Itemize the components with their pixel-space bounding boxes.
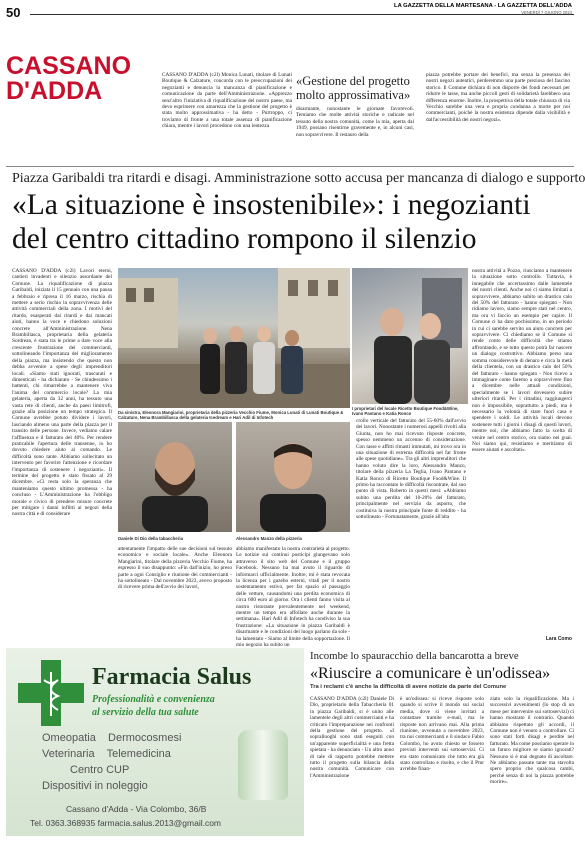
main-article-col2b: abbiamo manifestato la nostra contrarietà al progetto. Le notizie sui continui posticipi giungevano solo attraverso il sito web del Comune e il gruppo Facebook. Nessuno ha mai avuto il riguardo di informarci ufficialmente. Inoltre, mi è stata revocata la licenza per i gazebo esterni, vitali per il nostro sostentamento estivo, per far spazio al passaggio delle vetture, causandomi una perdita economica di circa 600 euro al giorno. Ora i clienti fanno visita al nostro ristorante prevalentemente nel weekend, mentre un tempo era affollato anche durante la settimana». Hari Adil di Infotech ha condiviso la sua frustrazione: «La situazione in piazza Garibaldi è disarmante e le condizioni del luogo parlano da sole - ha lamentato - Siamo al limite della sopportazione. Il mio negozio ha subito un — [236, 546, 350, 649]
pharmacy-ad — [6, 648, 304, 836]
ad-address: Cassano d'Adda - Via Colombo, 36/B — [66, 804, 207, 814]
section-title — [6, 54, 131, 104]
main-article-col1: CASSANO D'ADDA (c2l) Lavori eterni, cantieri invadenti e silenzio assordante del Comune. La riqualificazione di piazza Garibaldi, iniziata il 15 gennaio con una pausa a febbraio e ripresa il 16 marzo, rischia di mettere a serio rischio la sopravvivenza delle attività commerciali della zona. I motivi del ritardo, esasperati dai ritardi e dai mancati aiuti, hanno la voce e chiedono soluzioni concrete all'Amministrazione. Nena Brambillasca, proprietaria della gelateria Sordrean, è stata tra le prime a dare voce alla crescente frustrazione dei commercianti, sottolineando l'importanza del miglioramento della piazza, ma insistendo che questo non debba avvenire a spese degli imprenditori locali. «Siamo stati ignorati, trascurati e dimenticati - ha dichiarato - Se chiudessimo i battenti, chi rimarrebbe a mantenere viva l'anima del commercio locale? La mia gelateria, aperta da 32 anni, ha tessuto una vasta rete di clienti, anche da paesi limitrofi, grazie alla posizione un tempo strategica. Il Comune avrebbe potuto dividere i lavori, lasciando almeno una parte della piazza per il transito delle persone. Invece, vediamo calare l'affluenza e il fatturato del 40%. Per rendere praticabile l'apertura delle transenne, io ho dovuto chiedere aiuto al comando. Le difficoltà sono tante. Abbiamo sollecitato un intervento per favorire l'attenzione e ricordare l'importanza di sostenere i negozianti». Il termine del progetto è stato fissato al 29 dicembre. «Ci resta solo la speranza che manteniamo questo ultimo promessa - ha concluso - L'Amministrazione ha l'obbligo morale e civico di prendere misure concrete per mitigare i danni inflitti ai negozi della nostra città e di considerare — [12, 268, 112, 518]
bottom-deck: Tra i reclami c'è anche la difficoltà di avere notizie da parte del Comune — [310, 684, 507, 690]
masthead: LA GAZZETTA DELLA MARTESANA - LA GAZZETTA DELL'ADDA — [394, 3, 572, 9]
side-photo — [352, 268, 468, 404]
bottom-article-col3: ziato solo la riqualificazione. Ma i successivi avvenimenti (lo stop di un mese per intervenire sui sottoservizi) ci hanno mostrato il contrario. Quando abbiamo rispettato gli accordi, il Comune non è venuto a controllare. Ci sono stati forti disagi e perdite nel fatturato. Ma come possiamo sperare in un futuro migliore se siamo ignorati? Nessuno si è mai degnato di ascoltare. Ne abbiamo passate tante ma stavolta spero proprio che qualcosa cambi, perché senza di noi la piazza potrebbe morire». — [490, 696, 574, 786]
group-photo — [118, 268, 350, 408]
service-item: Centro CUP — [70, 764, 130, 776]
top-article-quote-title: «Gestione del progetto molto approssimativa» — [296, 74, 411, 102]
side-photo-caption: I proprietari del locale Ricetto Boutique Food&Wine, Ivano Pantano e Katia Ronco — [352, 406, 459, 417]
portrait-daniele — [118, 422, 232, 532]
service-item: Omeopatia — [42, 732, 96, 744]
ad-bottle — [238, 730, 288, 800]
ad-tagline-2: al servizio della tua salute — [92, 707, 199, 718]
service-item: Telemedicina — [106, 748, 171, 760]
section-title-line2: D'ADDA — [6, 77, 103, 105]
page-number: 50 — [6, 5, 21, 20]
ad-tagline-1: Professionalità e convenienza — [92, 694, 215, 705]
caption-alessandro: Alessandro Manzo della pizzeria — [236, 536, 302, 541]
pharmacy-cross-icon — [16, 658, 86, 728]
issue-date: VENERDÌ 7 GIUGNO 2024 — [521, 10, 572, 15]
main-article-col5: nostra attività a Pozzo, riusciamo a mantenere la situazione sotto controllo. Tuttavia, è innegabile che accertassimo dalle lamentele dei nostri clienti. Anche noi ci siamo limitati a sopravvivere, abbiamo subito un drastico calo del 50% del fatturato - hanno spiegato - Non ridiamo lavoro, siamo sempre stati nel centro, ma ora vi faccio un esempio per capire. Il Comune ci ha dato pochissimo, in un periodo in cui ci sarebbe servito un aiuto concreto per sopravvivere. Ci chiediamo se il Comune si rende conto delle difficoltà che stiamo affrontando, e se tutto questo potrà far nascere un dialogo costruttivo. Abbiamo perso una somma considerevole di denaro e circa la metà della clientela, con un drastico calo del 50% del fatturato - hanno spiegato - Non ricevo a immaginare come faremo a sopravvivere fino a dicembre nelle attuali condizioni, specialmente se i lavori dovessero subire ulteriori ritardi. Per i cittadini, raggiungerci non è impossibile, soprattutto a piedi, ma è necessario la volontà di stare fuori casa e spendere i soldi. Le attività locali devono sostenere tutti i giorni i disagi di questi lavori, mentre noi, che abbiamo fatto la scelta di venire nel centro storico, ora siamo nei guai. Noi siamo qui, resistiamo e meritiamo di essere aiutati e ascoltati». — [472, 268, 572, 454]
bottom-kicker: Incombe lo spauracchio della bancarotta a breve — [310, 650, 519, 662]
top-article-col1: CASSANO D'ADDA (c2l) Monica Lunati, titolare di Lunati Boutique & Calzature, concorda con le preoccupazioni dei negozianti e denuncia la mancanza di pianificazione e comunicazione da parte dell'Amministrazione. «Apprezzo senz'altro l'iniziativa di riqualificazione del nostro paese, ma devo esprimere con amarezza che la gestione del progetto è stata molto approssimativa - ha detto - Purtroppo, ci troviamo di fronte a una totale assenza di pianificazione chiara, mentre i lavori procedono con una lentezza — [162, 72, 292, 130]
top-article-col2: disarmante, nonostante le giornate favorevoli. Temiamo che molte attività storiche e radicate nel tessuto della nostra comunità, come la mia, aperta dal 1949, possano risentirne gravemente e, in alcuni casi, non sopravvivere. Il restauro della — [296, 106, 414, 138]
service-item: Dermocosmesi — [108, 732, 182, 744]
service-item: Dispositivi in noleggio — [42, 780, 148, 792]
section-title-line1: CASSANO — [6, 52, 132, 80]
main-article-col4: crollo verticale del fatturato del 55-60% dall'avvio dei lavori. Nonostante i numerosi appelli rivolti alla Giunta, non ho mai ricevuto risposte concrete, spesso nemmeno un accenno di considerazione. Con tasse e affitti rimasti immutati, mi trovo ora in una situazione di estrema difficoltà nel far fronte alle spese quotidiane». Tra gli altri imprenditori che hanno voluto dire la loro, Alessandro Manzo, titolare della pizzeria La Teglia, Ivano Pantano e Katia Ronco di Ricetto Boutique Food&Wine. Il primo ha raccontato le difficoltà riscontrate, dal suo punto di vista. Roberto in questi mesi: «Abbiamo subito una perdita del 10-20% del fatturato, principalmente nel servizio da asporto, che costituiva la nostra principale fonte di reddito - ha sottolineato - Fortunatamente, grazie all'alta — [356, 418, 466, 521]
ad-services — [42, 730, 242, 794]
main-article-col2: attentamente l'impatto delle sue decisioni sul tessuto economico e sociale locale». Anche Eleonora Mangiarini, titolare della pizzeria Vecchio Fiume, ha espresso il suo disappunto: «Fin dall'inizio, ho preso parte a ogni Consiglio e riunione dei commercianti - ha sottolineato - Dal novembre 2023, avevo proposto di ricevere prima dell'avvio dei lavori, — [118, 546, 232, 591]
bottom-article-col2: è un'odissea: si riceve risposte solo quando si scrive il mondo sui social media, dove si viene invitati a contattare tramite e-mail, ma le risposte non arrivano mai. Alla prima riunione, avvenuta a novembre 2023, tra noi commercianti e il sindaco Fabio Colombo, ho avuto chiesto se fossero previsti interventi sui sottoservizi. Ci era stato comunicato che tutto era già stato controllato e risolto, e che il Pmr avrebbe finan- — [400, 696, 484, 773]
service-item: Veterinaria — [42, 748, 95, 760]
ad-name: Farmacia Salus — [92, 664, 252, 690]
ad-contacts: Tel. 0363.368935 farmacia.salus.2013@gmail.com — [30, 818, 222, 828]
group-photo-caption: Da sinistra, Eleonora Mangiarini, proprietaria della pizzeria Vecchio Fiume, Monica Lunati di Lunati Boutique & Calzature, Nena Brambillasca della gelateria Icedream e Hari Adil di Infotech — [118, 410, 344, 421]
caption-daniele: Daniele Di Dio della tabaccheria — [118, 536, 183, 541]
main-kicker: Piazza Garibaldi tra ritardi e disagi. Amministrazione sotto accusa per mancanza di dialogo e supporto — [12, 171, 585, 186]
main-headline: «La situazione è insostenibile»: i negozianti del centro cittadino rompono il silenzio — [12, 189, 531, 255]
portrait-alessandro — [236, 422, 350, 532]
bottom-article-col1: CASSANO D'ADDA (c2l) Daniele Di Dio, proprietario della Tabaccheria 01 in piazza Garibaldi, si è unito alle lamentele degli altri commercianti e ha criticato l'impreparazione nei confronti della gestione del progetto. «I sopralluoghi sono stati eseguiti con un'apparente superficialità e una fretta spietata - ha denunciato - Un altro anno di tale di rapporto potrebbe mettere tutto il progetto sulla bilancia della nostra comunità. Comunicare con l'Amministrazione — [310, 696, 394, 779]
byline: Lara Como — [545, 636, 572, 642]
top-article-col3: piazza potrebbe portare dei benefici, ma senza la presenza dei nostri negozi autentici, perderemmo una parte preziosa del fascino storico. Il Comune dichiara di non disporre dei fondi necessari per ridurre le tasse, ma anche piccoli gesti di solidarietà farebbero una differenza enorme. Inoltre, la prospettiva della totale chiusura di via Vecchio sarebbe una vera e propria condanna a morte per noi commercianti, poiché la nostra esistenza dipende dalla visibilità e dall'accessibilità dei nostri negozi». — [426, 72, 570, 123]
bottom-headline: «Riuscire a comunicare è un'odissea» — [310, 665, 551, 682]
